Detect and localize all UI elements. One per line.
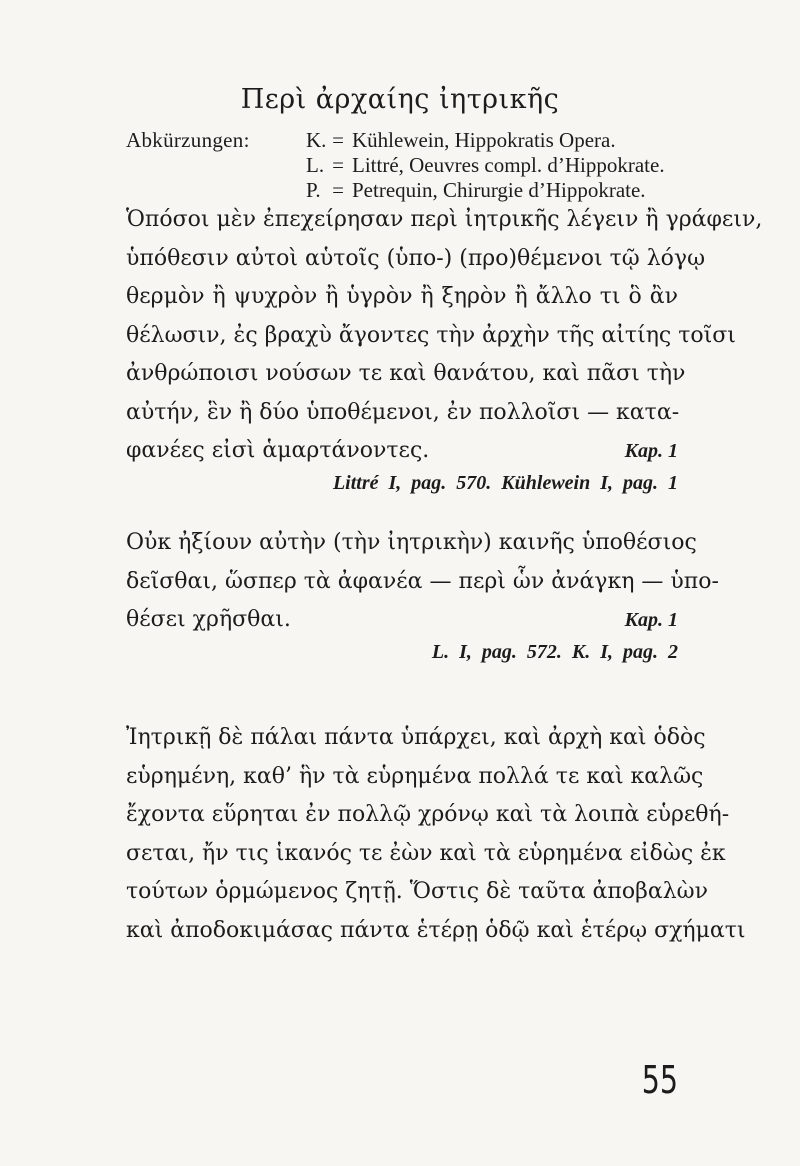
abbreviation-row <box>126 153 665 178</box>
text-line: καὶ ἀποδοκιμάσας πάντα ἑτέρῃ ὁδῷ καὶ ἑτέρῳ σχήματι <box>126 917 746 943</box>
text-line: σεται, ἤν τις ἱκανός τε ἐὼν καὶ τὰ εὑρημένα εἰδὼς ἐκ <box>126 840 726 866</box>
abbreviation-key: P. <box>306 178 321 202</box>
abbreviation-key: L. <box>306 153 325 177</box>
text-line <box>126 601 678 640</box>
text-line: Ὁπόσοι μὲν ἐπεχείρησαν περὶ ἰητρικῆς λέγειν ἢ γράφειν, <box>126 207 763 232</box>
abbreviation-key: K. <box>306 128 327 152</box>
text-line: θέλωσιν, ἐς βραχὺ ἄγοντες τὴν ἀρχὴν τῆς αἰτίης τοῖσι <box>126 322 736 348</box>
abbreviation-text: Littré, Oeuvres compl. d’Hippokrate. <box>352 153 665 177</box>
abbreviations-block <box>126 128 665 203</box>
page-heading: Περὶ ἀρχαίης ἰητρικῆς <box>240 84 560 115</box>
text-line: Οὐκ ἠξίουν αὐτὴν (τὴν ἰητρικὴν) καινῆς ὑποθέσιος <box>126 530 697 555</box>
text-line: αὐτήν, ἓν ἢ δύο ὑποθέμενοι, ἐν πολλοῖσι — κατα- <box>126 399 680 425</box>
abbreviation-row <box>126 178 665 203</box>
text-line <box>126 432 678 471</box>
abbreviation-equals: = <box>332 128 344 152</box>
greek-paragraph-2 <box>126 524 719 668</box>
greek-paragraph-3 <box>126 719 746 950</box>
text-line: θερμὸν ἢ ψυχρὸν ἢ ὑγρὸν ἢ ξηρὸν ἢ ἄλλο τι ὃ ἂν <box>126 284 678 309</box>
abbreviation-equals: = <box>332 178 344 202</box>
abbreviation-text: Petrequin, Chirurgie d’Hippokrate. <box>352 178 646 202</box>
abbreviations-label: Abkürzungen: <box>126 128 250 152</box>
abbreviation-row <box>126 128 665 153</box>
text-line-end: φανέες εἰσὶ ἁμαρτάνοντες. <box>126 438 430 463</box>
text-line: ἔχοντα εὕρηται ἐν πολλῷ χρόνῳ καὶ τὰ λοιπὰ εὑρεθή- <box>126 802 730 827</box>
page-number: 55 <box>641 1058 678 1102</box>
greek-paragraph-1 <box>126 201 763 499</box>
text-line: τούτων ὁρμώμενος ζητῇ. Ὅστις δὲ ταῦτα ἀποβαλὼν <box>126 879 708 904</box>
text-line: ἀνθρώποισι νούσων τε καὶ θανάτου, καὶ πᾶσι τὴν <box>126 361 686 386</box>
abbreviation-equals: = <box>332 153 344 177</box>
source-reference: Littré I, pag. 570. Kühlewein I, pag. 1 <box>332 471 678 494</box>
text-line: δεῖσθαι, ὥσπερ τὰ ἀφανέα — περὶ ὧν ἀνάγκη — ὑπο- <box>126 568 719 594</box>
text-line: εὑρημένη, καθ’ ἣν τὰ εὑρημένα πολλά τε καὶ καλῶς <box>126 763 704 789</box>
text-line: Ἰητρικῇ δὲ πάλαι πάντα ὑπάρχει, καὶ ἀρχὴ καὶ ὁδὸς <box>126 725 706 750</box>
source-reference: L. I, pag. 572. K. I, pag. 2 <box>431 640 678 663</box>
chapter-ref: Kap. 1 <box>624 440 678 462</box>
abbreviation-text: Kühlewein, Hippokratis Opera. <box>352 128 616 152</box>
chapter-ref: Kap. 1 <box>624 609 678 631</box>
text-line: ὑπόθεσιν αὐτοὶ αὑτοῖς (ὑπο-) (προ)θέμενοι τῷ λόγῳ <box>126 245 706 271</box>
text-line-end: θέσει χρῆσθαι. <box>126 607 291 632</box>
